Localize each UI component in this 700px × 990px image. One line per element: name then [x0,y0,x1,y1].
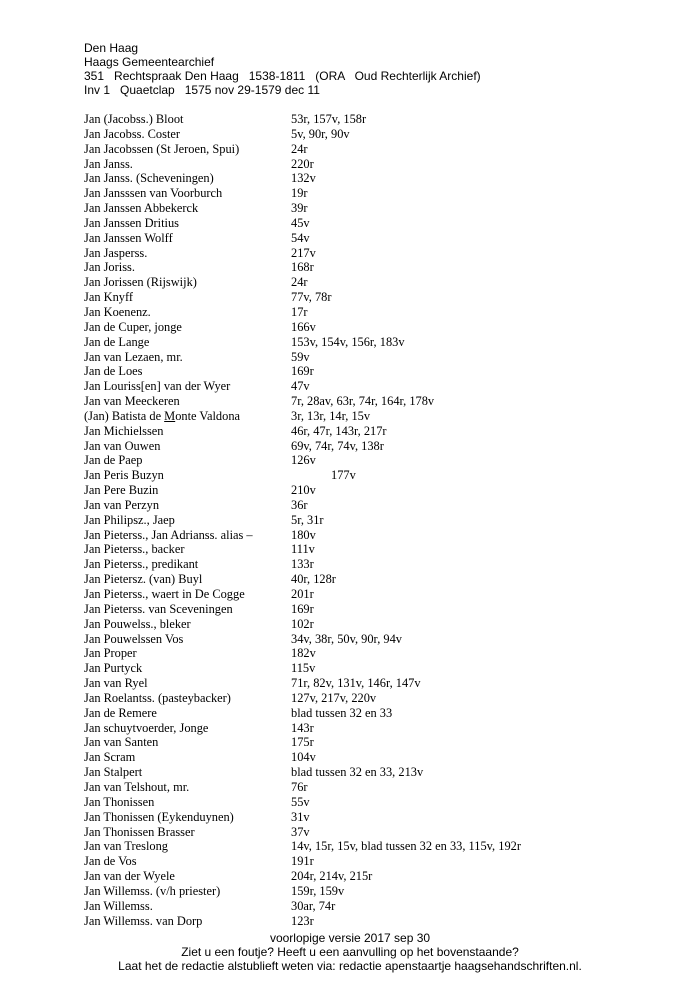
entry-pages: 34v, 38r, 50v, 90r, 94v [291,631,402,646]
entry-pages: 77v, 78r [291,290,332,305]
index-row [84,780,644,795]
index-row [84,572,644,587]
index-row [84,409,644,424]
entry-name: Jan Roelantss. (pasteybacker) [84,690,231,705]
entry-name: Jan Purtyck [84,661,143,676]
entry-name [84,409,240,424]
entry-name: Jan de Lange [84,334,150,349]
entry-pages: 201r [291,587,314,601]
index-row [84,557,644,572]
entry-name-underlined: M [164,408,176,423]
entry-name: Jan van Treslong [84,839,168,854]
entry-pages: 17r [291,304,308,319]
entry-name: Jan Louriss[en] van der Wyer [84,379,231,394]
index-row [84,335,644,350]
entry-pages: 104v [291,750,316,765]
entry-name: Jan Knyff [84,290,133,305]
entry-name: Jan Thonissen [84,794,155,809]
entry-name: Jan de Paep [84,453,143,468]
entry-name: Jan Pieterss., Jan Adrianss. alias – [84,527,253,542]
index-row [84,765,644,780]
footer-contact: Laat het de redactie alstublieft weten via: redactie apenstaartje haagsehandschriften.nl. [118,959,582,973]
index-row [84,750,644,765]
index-row [84,483,644,498]
entry-name: Jan van Telshout, mr. [84,779,190,794]
entry-name: Jan Peris Buzyn [84,468,164,483]
entry-name: Jan Willemss. van Dorp [84,913,203,928]
entry-name: Jan Janssen Wolff [84,230,173,245]
entry-pages: 126v [291,453,316,468]
entry-pages: 182v [291,646,316,661]
entry-pages: blad tussen 32 en 33 [291,705,393,720]
entry-name-part: onte Valdona [175,408,241,423]
entry-name: Jan Pieterss., predikant [84,557,199,572]
entry-pages: 76r [291,779,308,794]
document-footer [0,931,700,973]
entry-name: Jan van der Wyele [84,869,175,884]
entry-pages: 5v, 90r, 90v [291,126,350,141]
index-row [84,498,644,513]
entry-name: Jan Pietersz. (van) Buyl [84,572,203,587]
entry-pages: blad tussen 32 en 33, 213v [291,765,424,780]
entry-name: Jan Jansssen van Voorburch [84,186,223,201]
index-row [84,424,644,439]
entry-pages: 53r, 157v, 158r [291,112,367,126]
entry-pages: 210v [291,483,316,498]
index-row [84,216,644,231]
index-row [84,706,644,721]
entry-pages: 204r, 214v, 215r [291,869,373,884]
index-row [84,305,644,320]
index-row [84,364,644,379]
index-row [84,157,644,172]
entry-name: Jan Proper [84,646,137,661]
entry-pages: 169r [291,601,314,616]
entry-pages: 55v [291,794,310,809]
index-row [84,676,644,691]
entry-pages: 166v [291,319,316,334]
entry-pages: 123r [291,913,314,928]
entry-pages: 40r, 128r [291,572,336,587]
entry-name: Jan Jasperss. [84,245,148,260]
entry-name: Jan Pieterss., backer [84,542,185,557]
entry-name: Jan Pouwelss., bleker [84,616,191,631]
index-row [84,721,644,736]
entry-name: Jan de Vos [84,854,137,869]
entry-name: Jan Thonissen Brasser [84,824,195,839]
entry-pages: 54v [291,230,310,245]
index-row [84,617,644,632]
entry-pages: 30ar, 74r [291,898,336,913]
index-row [84,290,644,305]
entry-pages: 133r [291,557,314,572]
entry-name: Jan Michielssen [84,423,164,438]
entry-pages: 24r [291,275,308,290]
index-row [84,869,644,884]
entry-pages: 115v [291,661,316,676]
entry-name: Jan Scram [84,750,136,765]
entry-pages: 217v [291,245,316,260]
index-row [84,735,644,750]
entry-pages: 102r [291,616,314,631]
index-row [84,320,644,335]
index-list [84,112,644,928]
entry-name: Jan Jacobssen (St Jeroen, Spui) [84,141,240,156]
entry-pages: 59v [291,349,310,364]
entry-pages: 111v [291,542,315,557]
entry-name: Jan Janssen Abbekerck [84,201,199,216]
entry-pages: 31v [291,809,310,824]
entry-name: Jan Janss. (Scheveningen) [84,171,214,186]
entry-pages: 180v [291,527,316,542]
entry-name: Jan de Loes [84,364,143,379]
index-row [84,528,644,543]
index-row [84,186,644,201]
entry-pages: 37v [291,824,310,839]
entry-pages: 177v [331,468,356,483]
index-row [84,468,644,483]
entry-pages: 69v, 74r, 74v, 138r [291,438,384,453]
index-row [84,171,644,186]
entry-name: Jan Stalpert [84,765,143,780]
entry-name: Jan van Perzyn [84,497,160,512]
index-row [84,825,644,840]
entry-name: Jan Joriss. [84,260,135,275]
index-row [84,201,644,216]
index-row [84,260,644,275]
index-row [84,542,644,557]
entry-pages: 46r, 47r, 143r, 217r [291,423,387,438]
entry-pages: 39r [291,201,308,216]
entry-name: Jan Janssen Dritius [84,215,179,230]
index-row [84,587,644,602]
entry-name: Jan Willemss. [84,898,153,913]
entry-pages: 71r, 82v, 131v, 146r, 147v [291,676,421,691]
header-collection: 351 Rechtspraak Den Haag 1538-1811 (ORA Oud Rechterlijk Archief) [84,69,481,83]
entry-name: Jan schuytvoerder, Jonge [84,720,209,735]
header-city: Den Haag [84,41,139,55]
entry-pages: 132v [291,171,316,186]
index-row [84,646,644,661]
entry-name: Jan Pieterss., waert in De Cogge [84,587,245,601]
entry-pages: 24r [291,141,308,156]
entry-name: Jan van Meeckeren [84,394,180,409]
entry-pages: 47v [291,379,310,394]
entry-name: Jan Pouwelssen Vos [84,631,184,646]
entry-name: Jan van Ouwen [84,438,161,453]
entry-name: Jan van Santen [84,735,159,750]
index-row [84,884,644,899]
index-row [84,231,644,246]
index-row [84,112,644,127]
entry-name: Jan (Jacobss.) Bloot [84,112,184,126]
entry-name: Jan Jorissen (Rijswijk) [84,275,197,290]
index-row [84,453,644,468]
index-row [84,394,644,409]
entry-name: Jan Philipsz., Jaep [84,512,175,527]
entry-pages: 191r [291,854,314,869]
index-row [84,127,644,142]
index-row [84,602,644,617]
entry-name: Jan Pieterss. van Sceveningen [84,601,233,616]
entry-name-part: (Jan) Batista de [84,408,165,423]
index-row [84,839,644,854]
entry-name: Jan de Remere [84,705,157,720]
entry-pages: 14v, 15r, 15v, blad tussen 32 en 33, 115v, 192r [291,839,521,854]
entry-pages: 143r [291,720,314,735]
entry-pages: 5r, 31r [291,512,324,527]
document-header [84,41,481,97]
index-row [84,661,644,676]
entry-name: Jan van Ryel [84,676,148,691]
header-archive: Haags Gemeentearchief [84,55,215,69]
entry-name: Jan de Cuper, jonge [84,319,182,334]
entry-pages: 168r [291,260,314,275]
index-row [84,275,644,290]
index-row [84,246,644,261]
index-row [84,142,644,157]
entry-name: Jan Willemss. (v/h priester) [84,883,221,898]
entry-name: Jan Jacobss. Coster [84,126,181,141]
entry-pages: 36r [291,497,308,512]
index-row [84,439,644,454]
header-inventory: Inv 1 Quaetclap 1575 nov 29-1579 dec 11 [84,83,320,97]
index-row [84,854,644,869]
index-row [84,899,644,914]
entry-pages: 7r, 28av, 63r, 74r, 164r, 178v [291,394,435,409]
entry-name: Jan Janss. [84,156,133,171]
entry-pages: 127v, 217v, 220v [291,690,377,705]
entry-pages: 220r [291,156,314,171]
index-row [84,632,644,647]
index-row [84,810,644,825]
entry-pages: 159r, 159v [291,883,345,898]
entry-name: Jan Koenenz. [84,304,151,319]
entry-pages: 153v, 154v, 156r, 183v [291,334,405,349]
entry-pages: 175r [291,735,314,750]
index-row [84,379,644,394]
footer-version: voorlopige versie 2017 sep 30 [269,931,431,945]
entry-name: Jan Thonissen (Eykenduynen) [84,809,234,824]
entry-pages: 3r, 13r, 14r, 15v [291,408,371,423]
entry-name: Jan van Lezaen, mr. [84,349,183,364]
index-row [84,691,644,706]
entry-pages: 45v [291,215,310,230]
index-row [84,350,644,365]
index-row [84,795,644,810]
entry-pages: 169r [291,364,314,379]
index-row [84,914,644,929]
index-row [84,513,644,528]
entry-pages: 19r [291,186,308,201]
footer-question: Ziet u een foutje? Heeft u een aanvulling op het bovenstaande? [181,945,519,959]
entry-name: Jan Pere Buzin [84,483,159,498]
